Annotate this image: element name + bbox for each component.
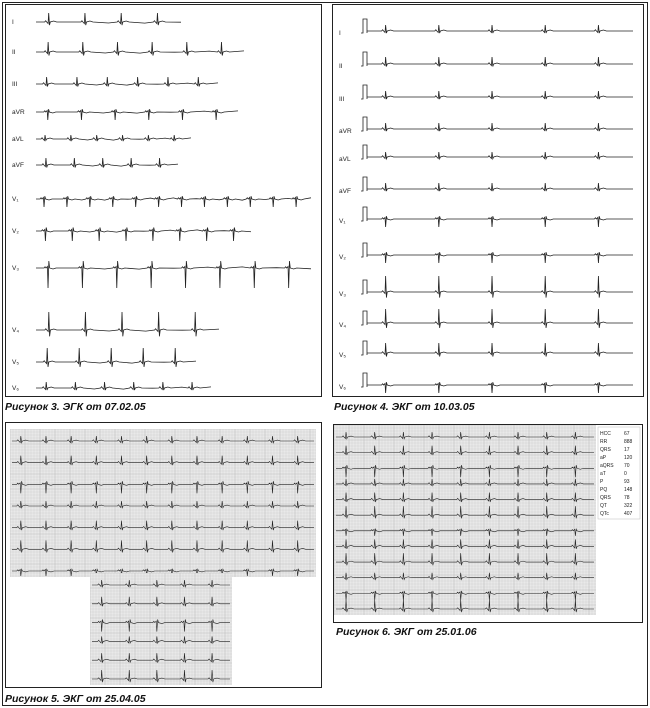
- fig4-trace-V6: [367, 382, 633, 393]
- fig6-measure-value: 67: [624, 431, 630, 437]
- fig6-measure-label: QTc: [600, 511, 609, 517]
- fig3-trace-V2: [36, 228, 251, 242]
- fig6-measure-value: 148: [624, 487, 633, 493]
- fig4-trace-V1: [367, 216, 633, 227]
- fig4-calibration-I: [361, 19, 367, 33]
- fig4-lead-label-I: I: [339, 30, 341, 37]
- fig4-calibration-V4: [361, 311, 367, 325]
- fig6-measure-value: 0: [624, 471, 627, 477]
- fig3-lead-label-aVR: aVR: [12, 109, 25, 116]
- figure-5-caption: Рисунок 5. ЭКГ от 25.04.05: [5, 693, 146, 705]
- fig3-trace-III: [36, 77, 218, 86]
- figure-4-caption: Рисунок 4. ЭКГ от 10.03.05: [334, 401, 475, 413]
- fig4-calibration-aVF: [361, 177, 367, 191]
- fig4-lead-label-aVR: aVR: [339, 128, 352, 135]
- fig4-lead-label-V5: V₅: [339, 352, 346, 359]
- fig6-measure-value: 407: [624, 511, 633, 517]
- fig4-calibration-V2: [361, 243, 367, 257]
- fig3-lead-label-V1: V₁: [12, 196, 19, 203]
- fig3-trace-aVF: [36, 158, 178, 167]
- fig6-measure-value: 17: [624, 447, 630, 453]
- fig3-trace-aVR: [36, 109, 238, 120]
- fig4-calibration-aVR: [361, 117, 367, 131]
- fig6-measure-label: QRS: [600, 447, 611, 453]
- fig6-measure-value: 120: [624, 455, 633, 461]
- fig4-trace-V3: [367, 276, 633, 298]
- fig4-calibration-V5: [361, 341, 367, 355]
- figure-6-caption: Рисунок 6. ЭКГ от 25.01.06: [336, 626, 477, 638]
- fig3-lead-label-V5: V₅: [12, 359, 19, 366]
- fig3-trace-aVL: [36, 135, 191, 141]
- figure-3-panel: [5, 4, 322, 397]
- fig3-lead-label-V3: V₃: [12, 265, 19, 272]
- fig4-calibration-V3: [361, 280, 367, 294]
- fig4-trace-aVR: [367, 123, 633, 131]
- fig6-measure-label: HCC: [600, 431, 611, 437]
- figure-4-ecg: [333, 5, 643, 396]
- fig6-measure-label: PQ: [600, 487, 608, 493]
- fig4-trace-III: [367, 91, 633, 99]
- fig3-trace-I: [36, 13, 181, 25]
- fig4-trace-aVF: [367, 183, 633, 191]
- fig6-measure-label: aP: [600, 455, 607, 461]
- fig4-lead-label-V6: V₆: [339, 384, 346, 391]
- figure-5-panel: [5, 422, 322, 688]
- figure-6-ecg-sheet: [334, 425, 642, 622]
- fig4-calibration-V6: [361, 373, 367, 387]
- fig6-measure-value: 322: [624, 503, 633, 509]
- fig4-calibration-III: [361, 85, 367, 99]
- figure-6-panel: [333, 424, 643, 623]
- fig3-trace-II: [36, 42, 244, 56]
- fig6-measure-label: QRS: [600, 495, 611, 501]
- fig3-lead-label-V4: V₄: [12, 327, 19, 334]
- fig3-lead-label-I: I: [12, 19, 14, 26]
- fig4-trace-V2: [367, 252, 633, 263]
- fig6-measure-label: P: [600, 479, 604, 485]
- fig3-trace-V1: [36, 196, 311, 207]
- fig4-lead-label-V4: V₄: [339, 322, 346, 329]
- fig4-lead-label-aVF: aVF: [339, 188, 351, 195]
- figure-3-caption: Рисунок 3. ЭГК от 07.02.05: [5, 401, 146, 413]
- fig6-measure-label: RR: [600, 439, 608, 445]
- fig4-calibration-II: [361, 52, 367, 66]
- fig3-lead-label-aVF: aVF: [12, 162, 24, 169]
- figure-4-panel: [332, 4, 644, 397]
- figure-3-ecg: [6, 5, 321, 396]
- fig3-trace-V5: [36, 348, 196, 367]
- figure-5-ecg-sheet-1: [10, 429, 316, 577]
- fig3-lead-label-aVL: aVL: [12, 136, 24, 143]
- fig4-lead-label-III: III: [339, 96, 345, 103]
- fig3-lead-label-V6: V₆: [12, 385, 19, 392]
- fig3-lead-label-II: II: [12, 49, 16, 56]
- fig4-lead-label-V2: V₂: [339, 254, 346, 261]
- fig4-trace-aVL: [367, 152, 633, 159]
- fig3-trace-V3: [36, 261, 311, 288]
- fig4-trace-I: [367, 25, 633, 33]
- fig4-trace-V5: [367, 343, 633, 357]
- fig6-measure-label: QT: [600, 503, 607, 509]
- fig6-measure-value: 93: [624, 479, 630, 485]
- fig4-lead-label-V3: V₃: [339, 291, 346, 298]
- fig6-measure-label: aT: [600, 471, 606, 477]
- fig6-measure-value: 70: [624, 463, 630, 469]
- fig4-calibration-aVL: [361, 145, 367, 159]
- fig3-trace-V4: [36, 312, 219, 336]
- fig4-trace-V4: [367, 309, 633, 328]
- fig5-sheet2-background: [90, 573, 232, 685]
- fig4-calibration-V1: [361, 207, 367, 221]
- fig6-measure-value: 888: [624, 439, 633, 445]
- fig4-lead-label-aVL: aVL: [339, 156, 351, 163]
- fig6-measure-label: aQRS: [600, 463, 614, 469]
- fig3-lead-label-III: III: [12, 81, 18, 88]
- fig6-measure-value: 78: [624, 495, 630, 501]
- fig4-lead-label-II: II: [339, 63, 343, 70]
- fig3-lead-label-V2: V₂: [12, 228, 19, 235]
- figure-5-ecg-sheet-2: [90, 573, 232, 685]
- fig4-trace-II: [367, 57, 633, 66]
- fig3-trace-V6: [36, 382, 211, 390]
- fig4-lead-label-V1: V₁: [339, 218, 346, 225]
